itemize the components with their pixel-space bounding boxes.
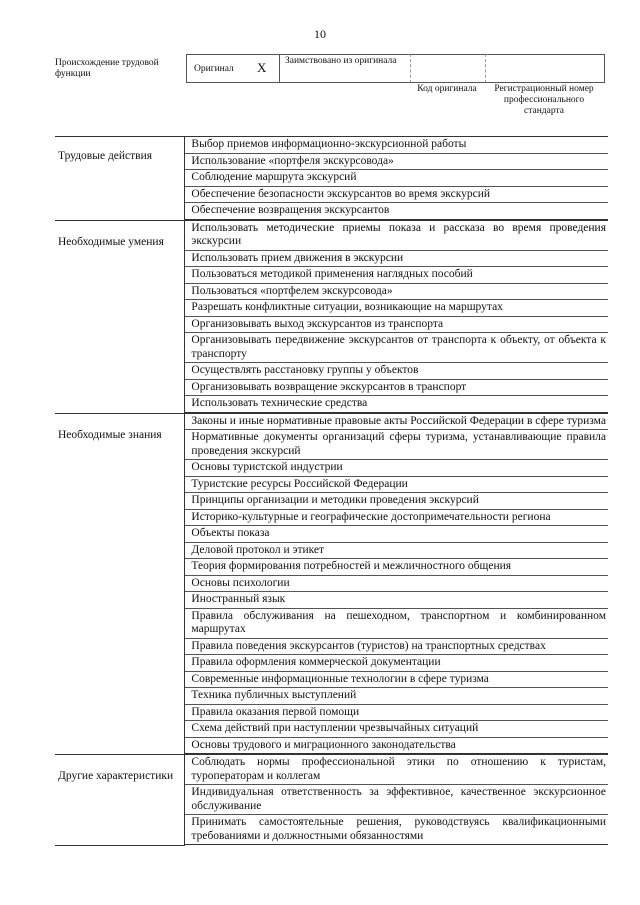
- list-item: Соблюдение маршрута экскурсий: [185, 170, 608, 187]
- list-item: Правила поведения экскурсантов (туристов) на транспортных средствах: [185, 639, 608, 656]
- original-label: Оригинал: [194, 64, 234, 74]
- list-item: Принимать самостоятельные решения, руководствуясь квалификационными требованиями и должностными обязанностями: [185, 815, 608, 845]
- list-item: Иностранный язык: [185, 592, 608, 609]
- list-item: Законы и иные нормативные правовые акты Российской Федерации в сфере туризма: [185, 414, 608, 431]
- list-item: Организовывать передвижение экскурсантов от транспорта к объекту, от объекта к транспорту: [185, 333, 608, 363]
- section-items: [185, 755, 608, 846]
- list-item: Осуществлять расстановку группы у объектов: [185, 363, 608, 380]
- origin-table: [55, 54, 603, 124]
- list-item: Разрешать конфликтные ситуации, возникающие на маршрутах: [185, 300, 608, 317]
- list-item: Пользоваться «портфелем экскурсовода»: [185, 284, 608, 301]
- list-item: Объекты показа: [185, 526, 608, 543]
- section-row: [55, 755, 608, 846]
- list-item: Теория формирования потребностей и межличностного общения: [185, 559, 608, 576]
- labor-function-table: [55, 136, 608, 846]
- reg-number-cell: [485, 54, 605, 83]
- section-row: [55, 413, 608, 755]
- section-items: [185, 413, 608, 755]
- list-item: Правила оказания первой помощи: [185, 705, 608, 722]
- list-item: Правила оформления коммерческой документации: [185, 655, 608, 672]
- original-cell: [186, 54, 279, 83]
- list-item: Выбор приемов информационно-экскурсионной работы: [185, 137, 608, 154]
- list-item: Принципы организации и методики проведения экскурсий: [185, 493, 608, 510]
- list-item: Использование «портфеля экскурсовода»: [185, 154, 608, 171]
- list-item: Пользоваться методикой применения наглядных пособий: [185, 267, 608, 284]
- code-cell: [410, 54, 485, 83]
- list-item: Современные информационные технологии в сфере туризма: [185, 672, 608, 689]
- list-item: Деловой протокол и этикет: [185, 543, 608, 560]
- section-title: Необходимые знания: [55, 413, 185, 755]
- list-item: Использовать технические средства: [185, 396, 608, 413]
- list-item: Основы трудового и миграционного законодательства: [185, 738, 608, 755]
- list-item: Историко-культурные и географические достопримечательности региона: [185, 510, 608, 527]
- list-item: Техника публичных выступлений: [185, 688, 608, 705]
- list-item: Использовать прием движения в экскурсии: [185, 251, 608, 268]
- section-row: [55, 137, 608, 221]
- origin-label: Происхождение трудовой функции: [55, 58, 159, 79]
- list-item: Организовывать возвращение экскурсантов в транспорт: [185, 380, 608, 397]
- list-item: Правила обслуживания на пешеходном, транспортном и комбинированном маршрутах: [185, 609, 608, 639]
- list-item: Организовывать выход экскурсантов из транспорта: [185, 317, 608, 334]
- list-item: Нормативные документы организаций сферы туризма, устанавливающие правила проведения экскурсий: [185, 430, 608, 460]
- section-title: Необходимые умения: [55, 220, 185, 413]
- list-item: Туристские ресурсы Российской Федерации: [185, 477, 608, 494]
- section-row: [55, 220, 608, 413]
- section-title: Другие характеристики: [55, 755, 185, 846]
- section-items: [185, 137, 608, 221]
- list-item: Соблюдать нормы профессиональной этики по отношению к туристам, туроператорам и коллегам: [185, 755, 608, 785]
- list-item: Обеспечение возвращения экскурсантов: [185, 203, 608, 220]
- section-items: [185, 220, 608, 413]
- code-label: Код оригинала: [417, 84, 477, 94]
- list-item: Использовать методические приемы показа и рассказа во время проведения экскурсии: [185, 221, 608, 251]
- reg-number-label: Регистрационный номер профессионального стандарта: [494, 84, 594, 116]
- list-item: Схема действий при наступлении чрезвычайных ситуаций: [185, 721, 608, 738]
- page-number: 10: [314, 27, 326, 41]
- borrowed-label: Заимствовано из оригинала: [285, 56, 397, 66]
- list-item: Основы психологии: [185, 576, 608, 593]
- list-item: Обеспечение безопасности экскурсантов во время экскурсий: [185, 187, 608, 204]
- original-mark: X: [257, 60, 267, 75]
- list-item: Индивидуальная ответственность за эффективное, качественное экскурсионное обслуживание: [185, 785, 608, 815]
- borrowed-cell: [279, 54, 410, 83]
- list-item: Основы туристской индустрии: [185, 460, 608, 477]
- section-title: Трудовые действия: [55, 137, 185, 221]
